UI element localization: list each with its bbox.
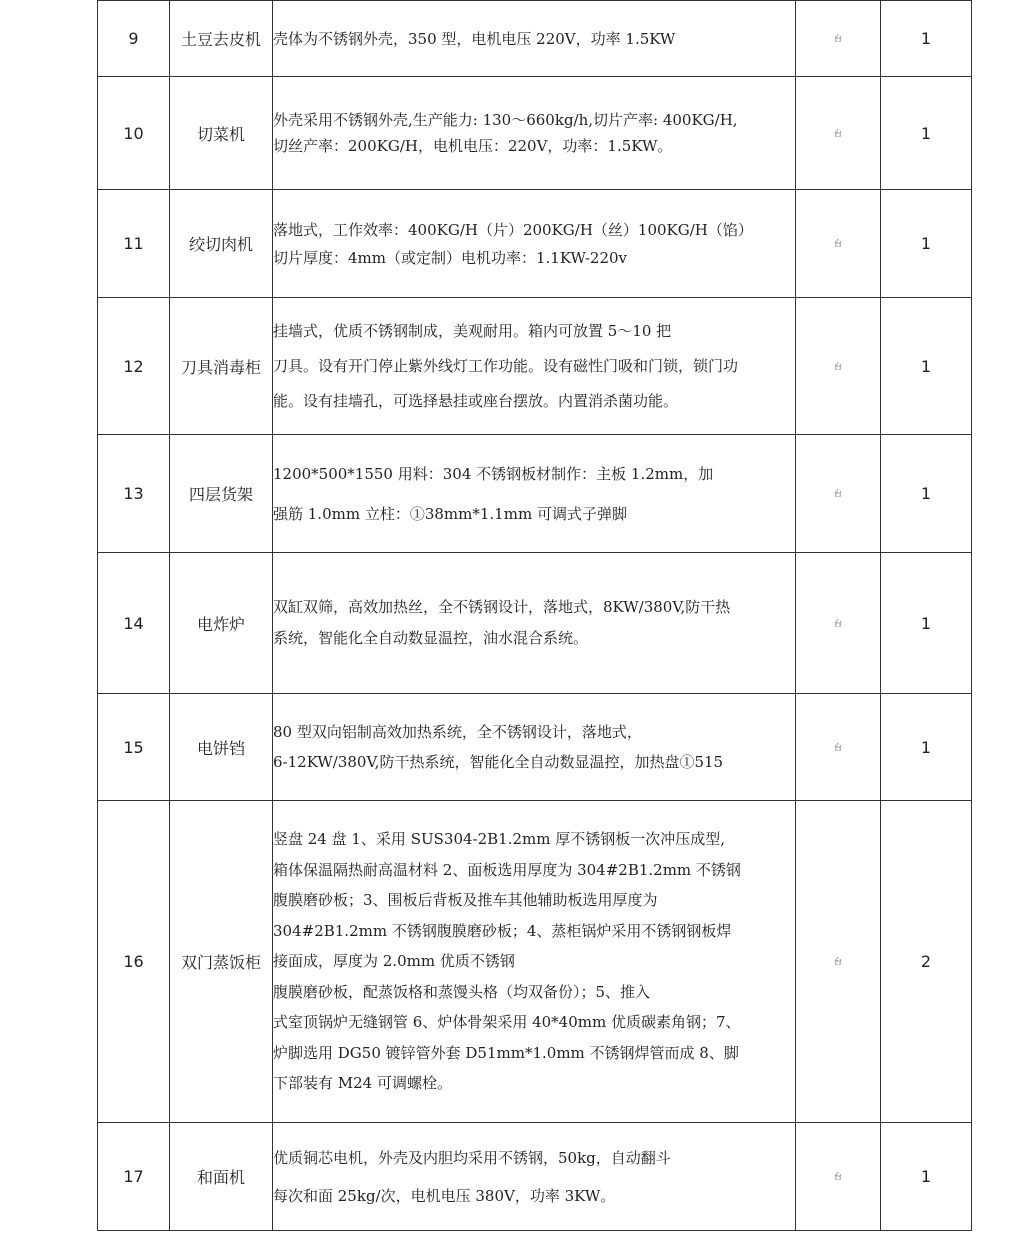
item-unit: 台 bbox=[796, 801, 881, 1123]
spec-line: 竖盘 24 盘 1、采用 SUS304-2B1.2mm 厚不锈钢板一次冲压成型, bbox=[273, 830, 726, 849]
item-name: 电炸炉 bbox=[170, 553, 273, 694]
spec-line: 箱体保温隔热耐高温材料 2、面板选用厚度为 304#2B1.2mm 不锈钢 bbox=[273, 860, 741, 879]
item-name: 四层货架 bbox=[170, 435, 273, 553]
row-number: 17 bbox=[98, 1123, 170, 1231]
item-spec bbox=[273, 1, 796, 77]
item-name: 绞切肉机 bbox=[170, 190, 273, 298]
item-unit: 台 bbox=[796, 435, 881, 553]
item-name: 刀具消毒柜 bbox=[170, 298, 273, 435]
equipment-table bbox=[97, 0, 972, 1231]
item-unit: 台 bbox=[796, 298, 881, 435]
spec-line: 挂墙式，优质不锈钢制成，美观耐用。箱内可放置 5～10 把 bbox=[273, 321, 672, 340]
row-number: 13 bbox=[98, 435, 170, 553]
item-unit: 台 bbox=[796, 77, 881, 190]
table-row bbox=[98, 801, 972, 1123]
spec-line: 下部装有 M24 可调螺栓。 bbox=[273, 1074, 452, 1093]
spec-line: 1200*500*1550 用料：304 不锈钢板材制作：主板 1.2mm，加 bbox=[273, 464, 714, 483]
item-unit: 台 bbox=[796, 190, 881, 298]
item-name: 双门蒸饭柜 bbox=[170, 801, 273, 1123]
table-row bbox=[98, 190, 972, 298]
item-qty: 1 bbox=[881, 190, 972, 298]
table-row bbox=[98, 553, 972, 694]
item-spec bbox=[273, 553, 796, 694]
item-qty: 1 bbox=[881, 298, 972, 435]
item-unit: 台 bbox=[796, 1, 881, 77]
row-number: 16 bbox=[98, 801, 170, 1123]
item-name: 切菜机 bbox=[170, 77, 273, 190]
spec-line: 强筋 1.0mm 立柱：①38mm*1.1mm 可调式子弹脚 bbox=[273, 504, 627, 523]
item-qty: 1 bbox=[881, 77, 972, 190]
spec-line: 每次和面 25kg/次，电机电压 380V，功率 3KW。 bbox=[273, 1186, 616, 1205]
item-spec bbox=[273, 190, 796, 298]
spec-line: 优质铜芯电机，外壳及内胆均采用不锈钢，50kg，自动翻斗 bbox=[273, 1148, 671, 1167]
item-name: 电饼铛 bbox=[170, 694, 273, 801]
item-unit: 台 bbox=[796, 553, 881, 694]
row-number: 11 bbox=[98, 190, 170, 298]
table-row bbox=[98, 1123, 972, 1231]
spec-line: 炉脚选用 DG50 镀锌管外套 D51mm*1.0mm 不锈钢焊管而成 8、脚 bbox=[273, 1043, 739, 1062]
row-number: 14 bbox=[98, 553, 170, 694]
item-qty: 1 bbox=[881, 1123, 972, 1231]
spec-line: 腹膜磨砂板，配蒸饭格和蒸馒头格（均双备份）；5、推入 bbox=[273, 982, 651, 1001]
item-qty: 1 bbox=[881, 1, 972, 77]
item-spec bbox=[273, 1123, 796, 1231]
row-number: 10 bbox=[98, 77, 170, 190]
spec-line: 80 型双向铝制高效加热系统，全不锈钢设计，落地式， bbox=[273, 723, 642, 741]
table-row bbox=[98, 298, 972, 435]
spec-line: 双缸双筛，高效加热丝，全不锈钢设计，落地式，8KW/380V,防干热 bbox=[273, 598, 731, 616]
item-spec bbox=[273, 801, 796, 1123]
spec-line: 系统，智能化全自动数显温控，油水混合系统。 bbox=[273, 629, 589, 647]
table-row bbox=[98, 1, 972, 77]
table-row bbox=[98, 435, 972, 553]
row-number: 9 bbox=[98, 1, 170, 77]
spec-line: 接面成，厚度为 2.0mm 优质不锈钢 bbox=[273, 952, 515, 971]
spec-line: 落地式，工作效率：400KG/H（片）200KG/H（丝）100KG/H（馅） bbox=[273, 220, 753, 239]
spec-line: 腹膜磨砂板；3、围板后背板及推车其他辅助板选用厚度为 bbox=[273, 891, 658, 910]
spec-line: 外壳采用不锈钢外壳,生产能力: 130～660kg/h,切片产率: 400KG/H, bbox=[273, 111, 738, 129]
item-unit: 台 bbox=[796, 694, 881, 801]
item-spec bbox=[273, 77, 796, 190]
spec-line: 式室顶锅炉无缝钢管 6、炉体骨架采用 40*40mm 优质碳素角钢；7、 bbox=[273, 1013, 741, 1032]
spec-line: 6-12KW/380V,防干热系统，智能化全自动数显温控，加热盘①515 bbox=[273, 753, 724, 771]
item-name: 和面机 bbox=[170, 1123, 273, 1231]
item-qty: 1 bbox=[881, 694, 972, 801]
row-number: 15 bbox=[98, 694, 170, 801]
spec-line: 304#2B1.2mm 不锈钢腹膜磨砂板；4、蒸柜锅炉采用不锈钢钢板焊 bbox=[273, 921, 732, 940]
item-spec bbox=[273, 298, 796, 435]
item-spec bbox=[273, 435, 796, 553]
item-qty: 1 bbox=[881, 553, 972, 694]
spec-line: 切片厚度：4mm（或定制）电机功率：1.1KW-220v bbox=[273, 248, 628, 267]
spec-line: 切丝产率：200KG/H，电机电压：220V，功率：1.5KW。 bbox=[273, 137, 673, 155]
spec-line: 刀具。设有开门停止紫外线灯工作功能。设有磁性门吸和门锁，锁门功 bbox=[273, 356, 739, 375]
table-row bbox=[98, 77, 972, 190]
spec-line: 能。设有挂墙孔，可选择悬挂或座台摆放。内置消杀菌功能。 bbox=[273, 391, 679, 410]
item-spec bbox=[273, 694, 796, 801]
item-unit: 台 bbox=[796, 1123, 881, 1231]
table-row bbox=[98, 694, 972, 801]
item-name: 土豆去皮机 bbox=[170, 1, 273, 77]
item-qty: 2 bbox=[881, 801, 972, 1123]
spec-line: 壳体为不锈钢外壳，350 型，电机电压 220V，功率 1.5KW bbox=[273, 29, 676, 48]
row-number: 12 bbox=[98, 298, 170, 435]
item-qty: 1 bbox=[881, 435, 972, 553]
